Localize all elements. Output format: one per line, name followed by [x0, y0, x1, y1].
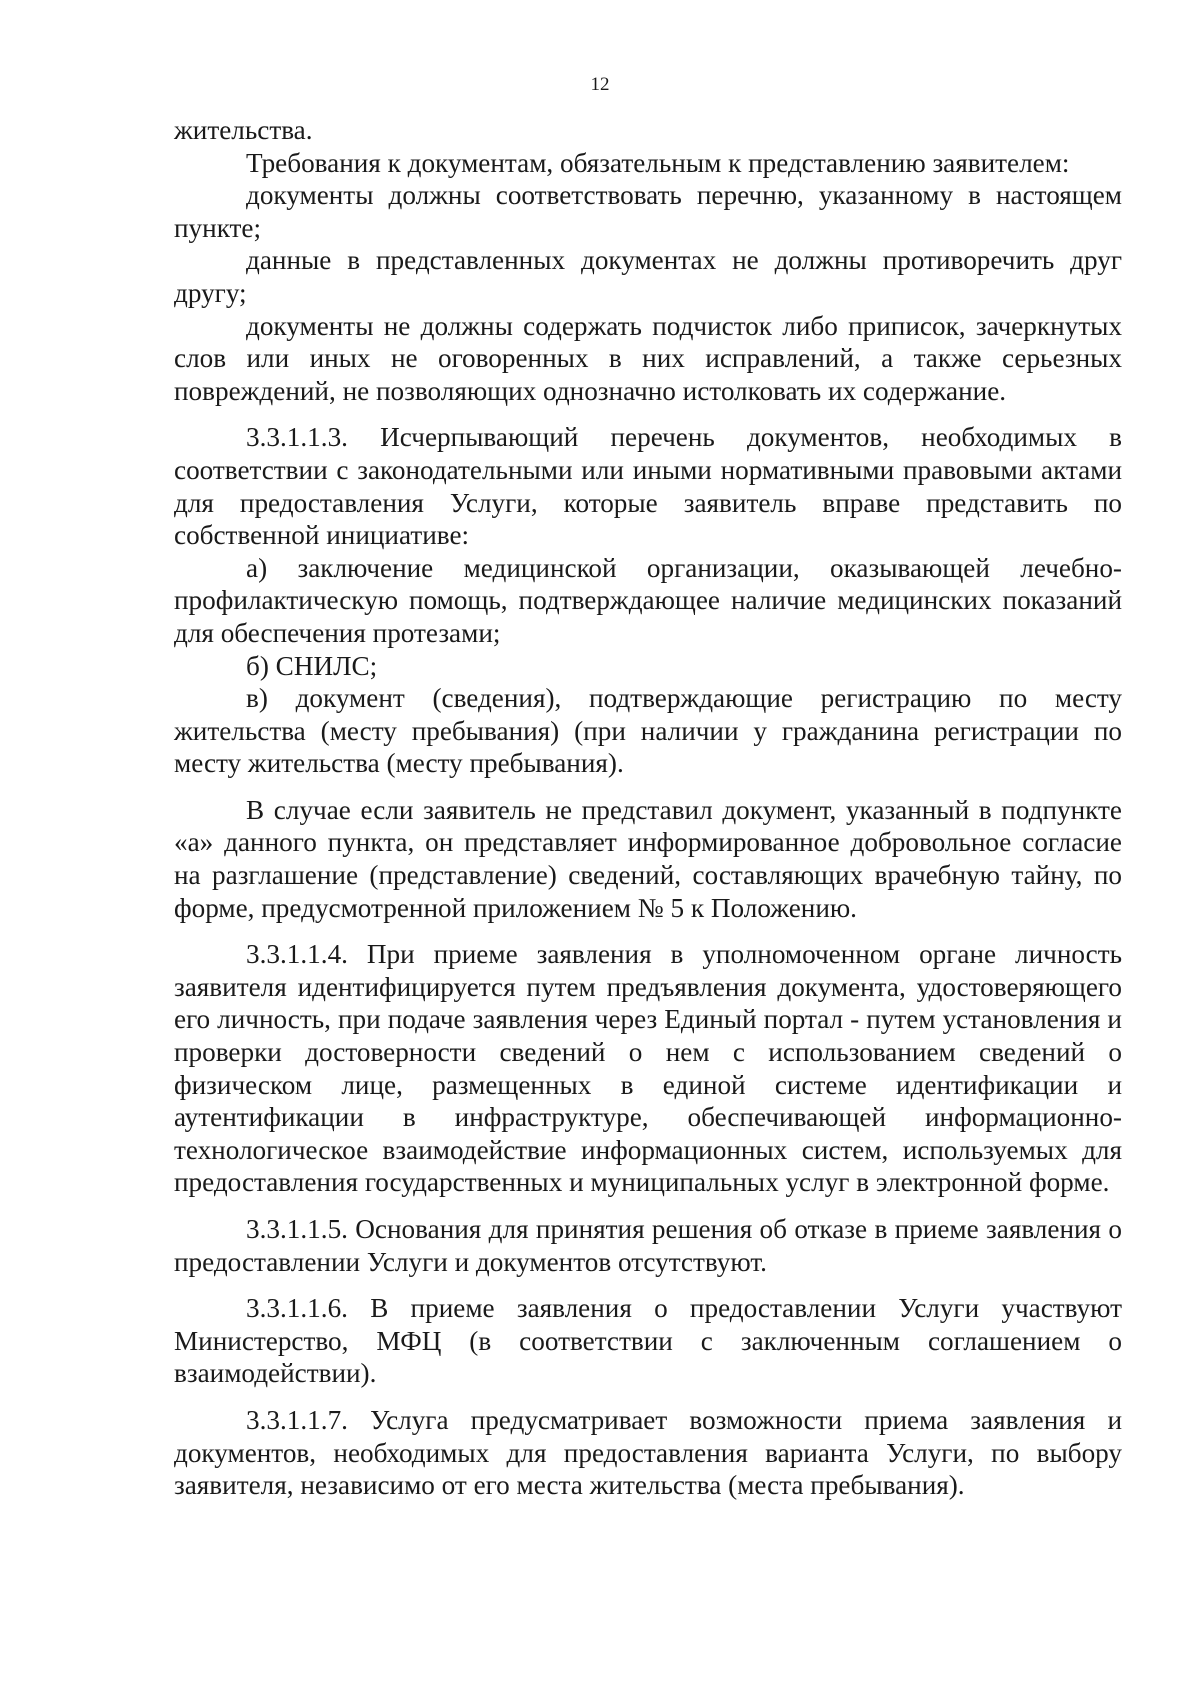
paragraph-item-b: б) СНИЛС;	[246, 650, 378, 681]
document-body	[174, 114, 1122, 1502]
paragraph-requirement-no-contradiction: данные в представленных документах не должны противоречить друг другу;	[174, 245, 1122, 308]
page-number: 12	[590, 74, 610, 95]
paragraph-3-3-1-1-3: 3.3.1.1.3. Исчерпывающий перечень документов, необходимых в соответствии с законодательными или иными нормативными правовыми актами для предоставления Услуги, которые заявитель вправе представить по собственной инициативе:	[174, 422, 1122, 551]
paragraph-continuation: жительства.	[174, 115, 313, 145]
paragraph-consent-note: В случае если заявитель не представил документ, указанный в подпункте «а» данного пункта, он представляет информированное добровольное согласие на разглашение (представление) сведений, составляющих врачебную тайну, по форме, предусмотренной приложением № 5 к Положению.	[174, 794, 1122, 923]
paragraph-item-v: в) документ (сведения), подтверждающие регистрацию по месту жительства (месту пребывания) (при наличии у гражданина регистрации по месту жительства (месту пребывания).	[174, 683, 1122, 779]
paragraph-requirement-list-match: документы должны соответствовать перечню, указанному в настоящем пункте;	[174, 180, 1122, 243]
paragraph-3-3-1-1-4: 3.3.1.1.4. При приеме заявления в уполномоченном органе личность заявителя идентифицируется путем предъявления документа, удостоверяющего его личность, при подаче заявления через Единый портал - путем установления и проверки достоверности сведений о нем с использованием сведений о физическом лице, размещенных в единой системе идентификации и аутентификации в инфраструктуре, обеспечивающей информационно-технологическое взаимодействие информационных систем, используемых для предоставления государственных и муниципальных услуг в электронной форме.	[174, 939, 1122, 1198]
paragraph-3-3-1-1-5: 3.3.1.1.5. Основания для принятия решения об отказе в приеме заявления о предоставлении Услуги и документов отсутствуют.	[174, 1214, 1122, 1277]
paragraph-3-3-1-1-7: 3.3.1.1.7. Услуга предусматривает возможности приема заявления и документов, необходимых для предоставления варианта Услуги, по выбору заявителя, независимо от его места жительства (места пребывания).	[174, 1404, 1122, 1501]
paragraph-item-a: а) заключение медицинской организации, оказывающей лечебно-профилактическую помощь, подтверждающее наличие медицинских показаний для обеспечения протезами;	[174, 552, 1122, 648]
paragraph-requirement-no-corrections: документы не должны содержать подчисток либо приписок, зачеркнутых слов или иных не оговоренных в них исправлений, а также серьезных повреждений, не позволяющих однозначно истолковать их содержание.	[174, 310, 1122, 406]
paragraph-requirements-heading: Требования к документам, обязательным к представлению заявителем:	[246, 147, 1070, 178]
paragraph-3-3-1-1-6: 3.3.1.1.6. В приеме заявления о предоставлении Услуги участвуют Министерство, МФЦ (в соответствии с заключенным соглашением о взаимодействии).	[174, 1293, 1122, 1389]
